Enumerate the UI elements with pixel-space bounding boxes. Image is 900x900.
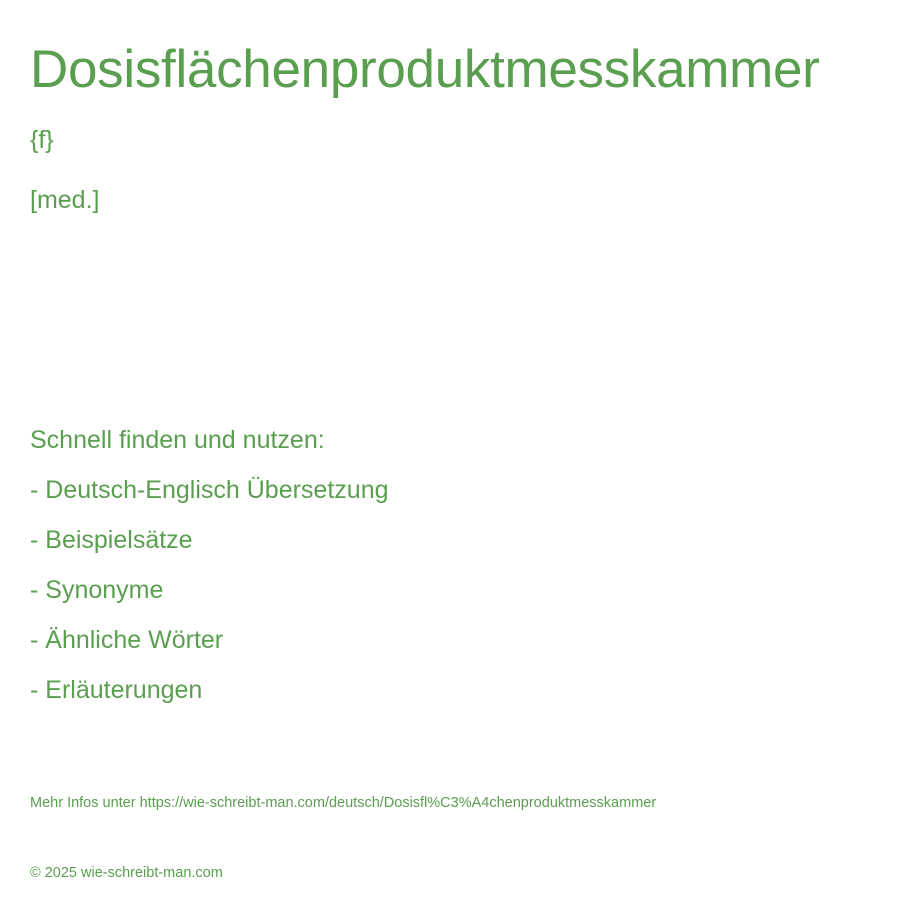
quick-links-list [30, 475, 389, 725]
copyright-footer: © 2025 wie-schreibt-man.com [30, 865, 223, 881]
quick-link-similar-words[interactable]: - Ähnliche Wörter [30, 626, 224, 654]
quick-link-synonyms[interactable]: - Synonyme [30, 576, 164, 604]
gender-label: {f} [30, 126, 54, 154]
more-info-prefix: Mehr Infos unter [30, 795, 140, 811]
quick-link-example-sentences[interactable]: - Beispielsätze [30, 526, 193, 554]
quick-link-translation[interactable]: - Deutsch-Englisch Übersetzung [30, 476, 389, 504]
quick-links-heading: Schnell finden und nutzen: [30, 426, 325, 454]
more-info-line [30, 795, 656, 812]
quick-link-explanations[interactable]: - Erläuterungen [30, 676, 203, 704]
page-title: Dosisflächenproduktmesskammer [30, 40, 820, 99]
domain-label: [med.] [30, 186, 100, 214]
more-info-link[interactable]: https://wie-schreibt-man.com/deutsch/Dosisfl%C3%A4chenproduktmesskammer [139, 795, 657, 811]
